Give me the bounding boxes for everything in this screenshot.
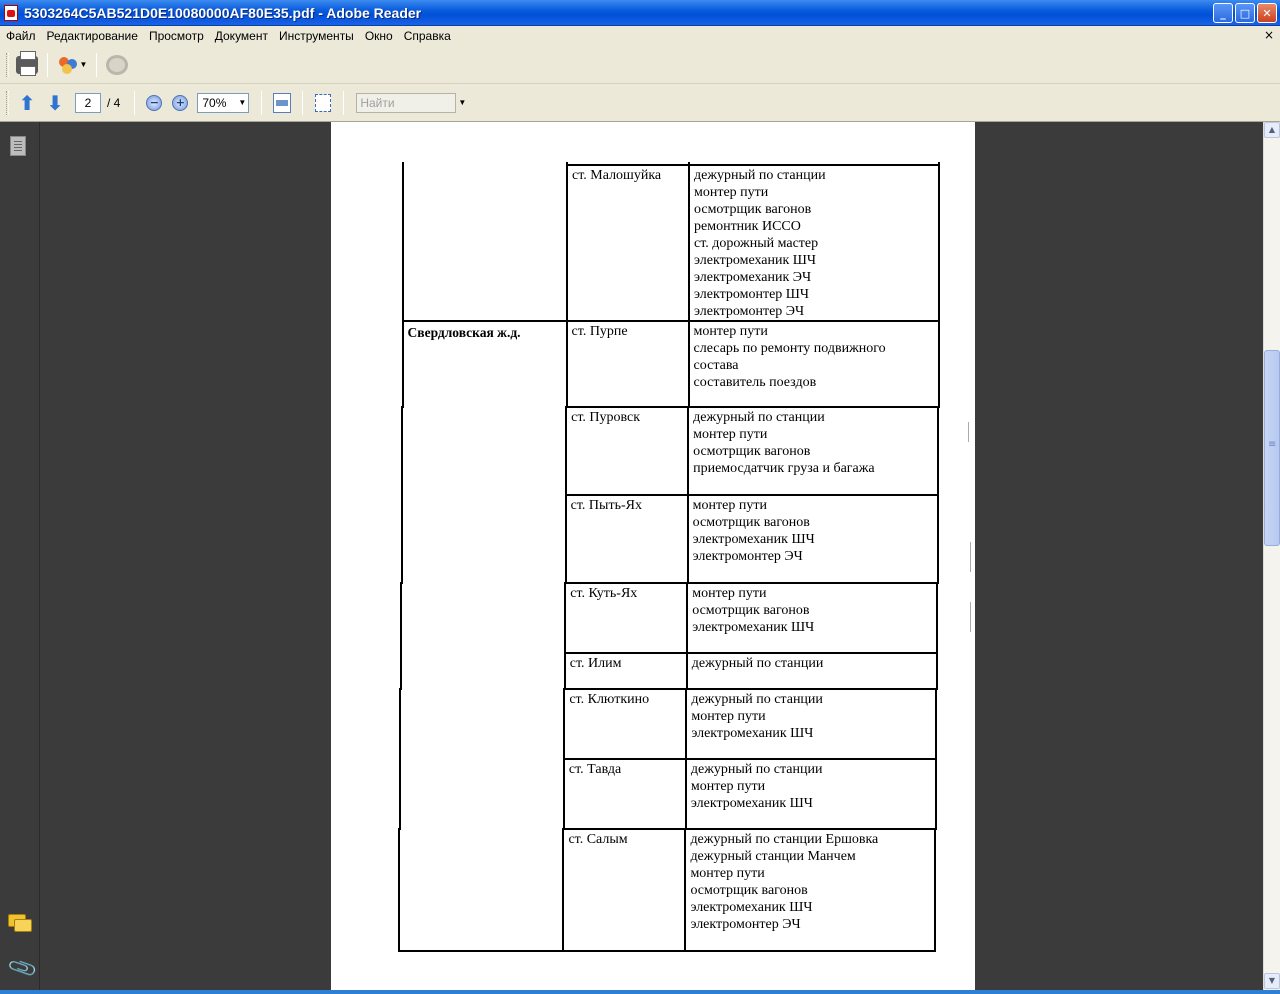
station-name: ст. Пуровск	[571, 410, 641, 425]
menu-bar	[0, 26, 1280, 46]
station-name: ст. Куть-Ях	[570, 586, 638, 601]
table-border	[563, 758, 936, 760]
toolbar-separator	[134, 91, 135, 115]
position-item: монтер пути	[690, 779, 766, 794]
positions-list	[691, 761, 823, 812]
positions-list	[692, 655, 824, 672]
position-item: электромеханик ШЧ	[690, 796, 813, 811]
zoom-out-button[interactable]: −	[146, 95, 162, 111]
position-item: электромеханик ШЧ	[691, 726, 814, 741]
table-border	[685, 688, 687, 760]
toolbar-separator	[47, 53, 48, 77]
table-border	[937, 406, 939, 496]
table-border	[566, 162, 568, 322]
position-item: дежурный по станции	[691, 656, 824, 671]
table-border	[399, 758, 401, 830]
fit-width-button[interactable]	[268, 89, 296, 117]
page-number-input[interactable]: 2	[75, 93, 101, 113]
position-item: монтер пути	[694, 185, 769, 200]
table-border	[936, 652, 938, 690]
status-strip	[0, 990, 1280, 994]
position-item: дежурный по станции Ершовка	[690, 832, 879, 847]
security-button	[103, 51, 131, 79]
find-input[interactable]: Найти	[356, 93, 456, 113]
position-item: составитель поездов	[693, 375, 817, 390]
positions-list	[694, 167, 826, 320]
position-item: осмотрщик вагонов	[694, 202, 812, 217]
table-border	[564, 652, 566, 690]
menu-window[interactable]: Окно	[364, 29, 393, 43]
position-item: электромонтер ШЧ	[694, 287, 810, 302]
table-border	[400, 652, 402, 690]
toolbar-grip[interactable]	[6, 91, 9, 115]
table-border	[401, 406, 403, 496]
navigation-pane	[0, 122, 40, 990]
table-border	[688, 162, 690, 322]
menu-edit[interactable]: Редактирование	[46, 29, 138, 43]
toolbar-separator	[343, 91, 344, 115]
table-border	[686, 652, 688, 690]
find-dropdown-icon[interactable]: ▼	[458, 98, 467, 107]
position-item: электромеханик ШЧ	[692, 532, 815, 547]
position-item: осмотрщик вагонов	[692, 603, 810, 618]
table-border	[398, 950, 935, 952]
menu-file[interactable]: Файл	[6, 29, 36, 43]
station-name: ст. Малошуйка	[572, 168, 662, 183]
position-item: дежурный по станции	[693, 410, 825, 425]
table-border	[402, 320, 404, 408]
table-border	[565, 494, 567, 584]
table-border	[564, 582, 566, 654]
table-border	[564, 652, 937, 654]
table-border	[934, 828, 936, 952]
scan-artifact	[970, 542, 971, 572]
table-border	[566, 320, 568, 408]
railway-name: Свердловская ж.д.	[407, 325, 521, 340]
position-item: электромеханик ШЧ	[694, 253, 817, 268]
zoom-level-value: 70%	[202, 95, 227, 110]
scroll-thumb[interactable]	[1264, 350, 1280, 546]
table-border	[935, 758, 937, 830]
security-icon	[106, 55, 128, 75]
table-border	[686, 582, 688, 654]
station-name: ст. Пурпе	[571, 324, 628, 339]
positions-list	[692, 585, 814, 636]
toolbar-grip[interactable]	[6, 53, 9, 77]
fit-width-icon	[273, 93, 291, 113]
positions-list	[693, 409, 875, 477]
position-item: состава	[693, 358, 739, 373]
document-viewport[interactable]	[41, 122, 1263, 990]
table-border	[565, 406, 938, 408]
table-border	[563, 688, 565, 760]
table-border	[687, 406, 689, 496]
window-title: 5303264C5AB521D0E10080000AF80E35.pdf - Adobe Reader	[24, 4, 422, 21]
toolbar-separator	[302, 91, 303, 115]
station-name: ст. Салым	[568, 832, 628, 847]
position-item: электромеханик ШЧ	[690, 900, 813, 915]
dropdown-arrow-icon: ▼	[79, 60, 88, 69]
table-border	[564, 582, 937, 584]
scroll-down-button[interactable]: ▼	[1264, 973, 1280, 989]
table-border	[399, 688, 401, 760]
position-item: монтер пути	[693, 427, 768, 442]
table-border	[562, 828, 935, 830]
position-item: ст. дорожный мастер	[694, 236, 819, 251]
zoom-level-select[interactable]	[197, 93, 249, 113]
position-item: дежурный станции Манчем	[690, 849, 856, 864]
table-border	[562, 828, 564, 952]
table-border	[565, 494, 938, 496]
position-item: осмотрщик вагонов	[690, 883, 808, 898]
table-border	[401, 494, 403, 584]
position-item: монтер пути	[692, 586, 767, 601]
table-border	[687, 494, 689, 584]
position-item: слесарь по ремонту подвижного	[693, 341, 886, 356]
positions-list	[694, 323, 886, 391]
table-border	[936, 582, 938, 654]
positions-list	[693, 497, 815, 565]
previous-page-button[interactable]	[13, 89, 41, 117]
positions-list	[690, 831, 878, 933]
position-item: приемосдатчик груза и багажа	[693, 461, 875, 476]
table-border	[566, 164, 938, 166]
arrow-down-icon: ⬇	[46, 90, 64, 115]
position-item: электромеханик ЭЧ	[694, 270, 812, 285]
printer-icon	[16, 56, 38, 74]
positions-list	[691, 691, 823, 742]
station-name: ст. Тавда	[568, 762, 622, 777]
position-item: осмотрщик вагонов	[692, 515, 810, 530]
pdf-app-icon	[4, 5, 18, 21]
scan-artifact	[968, 422, 969, 442]
table-border	[400, 582, 402, 654]
position-item: осмотрщик вагонов	[693, 444, 811, 459]
table-border	[565, 406, 567, 496]
position-item: электромонтер ЭЧ	[694, 304, 805, 319]
table-border	[402, 320, 939, 322]
table-border	[938, 162, 940, 322]
table-border	[688, 320, 690, 408]
dropdown-arrow-icon: ▼	[238, 97, 247, 107]
menu-document[interactable]: Документ	[214, 29, 268, 43]
toolbar-separator	[96, 53, 97, 77]
menu-close-icon[interactable]: ×	[1263, 28, 1274, 42]
position-item: дежурный по станции	[691, 692, 823, 707]
restore-button[interactable]: □	[1235, 3, 1255, 23]
table-border	[563, 688, 936, 690]
paperclip-icon[interactable]: 📎	[5, 951, 40, 985]
station-name: ст. Илим	[569, 656, 622, 671]
full-screen-icon	[315, 94, 331, 112]
scan-artifact	[970, 602, 971, 632]
next-page-button[interactable]	[41, 89, 69, 117]
navigation-toolbar	[0, 84, 1280, 122]
table-border	[398, 828, 400, 952]
position-item: монтер пути	[692, 498, 767, 513]
title-bar	[0, 0, 1280, 26]
arrow-up-icon: ⬆	[18, 90, 36, 115]
comment-icon[interactable]	[8, 914, 30, 932]
menu-help[interactable]: Справка	[403, 29, 451, 43]
position-item: электромеханик ШЧ	[692, 620, 815, 635]
window-controls	[1213, 3, 1277, 23]
table-border	[402, 162, 404, 322]
pdf-page	[331, 122, 975, 990]
table-border	[938, 320, 940, 408]
close-button[interactable]: ✕	[1257, 3, 1277, 23]
menu-view[interactable]: Просмотр	[148, 29, 204, 43]
table-border	[684, 828, 686, 952]
full-screen-button[interactable]	[309, 89, 337, 117]
position-item: электромонтер ЭЧ	[692, 549, 803, 564]
table-border	[937, 494, 939, 584]
print-button[interactable]	[13, 51, 41, 79]
table-border	[563, 758, 565, 830]
share-icon	[57, 55, 79, 75]
station-name: ст. Клюткино	[569, 692, 650, 707]
zoom-in-button[interactable]: +	[172, 95, 188, 111]
position-item: дежурный по станции	[690, 762, 823, 777]
vertical-scrollbar[interactable]	[1263, 122, 1280, 990]
toolbar-separator	[261, 91, 262, 115]
position-item: электромонтер ЭЧ	[690, 917, 801, 932]
menu-tools[interactable]: Инструменты	[278, 29, 354, 43]
position-item: ремонтник ИССО	[694, 219, 801, 234]
file-toolbar	[0, 46, 1280, 84]
position-item: монтер пути	[690, 866, 765, 881]
collaborate-button[interactable]	[54, 51, 90, 79]
minimize-button[interactable]: _	[1213, 3, 1233, 23]
station-name: ст. Пыть-Ях	[570, 498, 642, 513]
position-item: монтер пути	[691, 709, 766, 724]
position-item: дежурный по станции	[694, 168, 826, 183]
table-border	[935, 688, 937, 760]
position-item: монтер пути	[693, 324, 768, 339]
scroll-up-button[interactable]: ▲	[1264, 122, 1280, 138]
table-border	[685, 758, 687, 830]
page-total: / 4	[107, 95, 121, 110]
pages-icon[interactable]	[10, 136, 26, 156]
